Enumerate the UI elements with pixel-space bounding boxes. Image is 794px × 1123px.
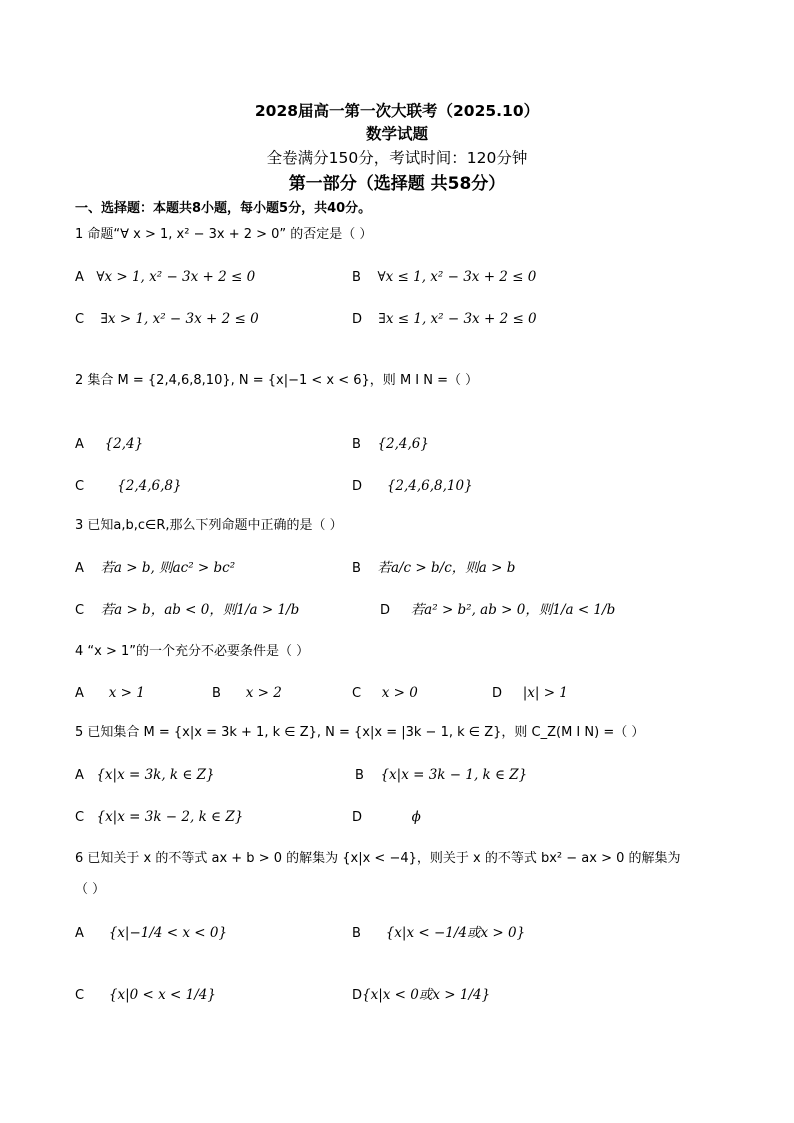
q4-option-c [352, 684, 418, 703]
q4-option-a-text: x > 1 [108, 685, 145, 701]
q4-option-d-text: |x| > 1 [522, 685, 568, 701]
option-label: A [75, 768, 84, 783]
q3-option-a [75, 559, 235, 578]
option-label: A [75, 561, 84, 576]
q6-option-b [352, 924, 525, 943]
q3-option-c-text: 若a > b，ab < 0，则1/a > 1/b [100, 602, 300, 618]
q5-option-d-text: ϕ [411, 809, 421, 825]
question-3-stem: 3 已知a,b,c∈R,那么下列命题中正确的是（ ） [75, 518, 343, 533]
q3-option-b [352, 559, 515, 578]
exam-subject: 数学试题 [365, 125, 428, 143]
exam-info: 全卷满分150分，考试时间：120分钟 [266, 149, 528, 167]
q2-option-c-text: {2,4,6,8} [117, 478, 182, 494]
option-label: B [355, 768, 364, 783]
option-label: D [352, 479, 363, 494]
q6-option-c [75, 986, 216, 1005]
q2-option-b-text: {2,4,6} [377, 436, 429, 452]
question-4-stem: 4 “x > 1”的一个充分不必要条件是（ ） [75, 644, 310, 659]
q2-option-a [75, 435, 143, 454]
q1-option-a [75, 268, 255, 287]
question-2-stem: 2 集合 M = {2,4,6,8,10}, N = {x|−1 < x < 6}，则 M I N =（ ） [75, 373, 479, 388]
q3-option-d-text: 若a² > b², ab > 0，则1/a < 1/b [410, 602, 616, 618]
option-label: A [75, 437, 84, 452]
option-label: C [352, 686, 362, 701]
q4-option-a [75, 684, 145, 703]
q6-option-b-text: {x|x < −1/4或x > 0} [385, 925, 526, 941]
q1-option-d [352, 310, 537, 329]
q4-option-b-text: x > 2 [245, 685, 282, 701]
q1-option-a-text: ∀x > 1, x² − 3x + 2 ≤ 0 [96, 269, 256, 285]
option-label: A [75, 686, 84, 701]
q2-option-d [352, 477, 473, 496]
option-label: C [75, 810, 85, 825]
section-heading: 一、选择题：本题共8小题，每小题5分，共40分。 [75, 201, 372, 216]
option-label: C [75, 479, 85, 494]
option-label: A [75, 270, 84, 285]
q1-option-b-text: ∀x ≤ 1, x² − 3x + 2 ≤ 0 [377, 269, 537, 285]
q1-option-c-text: ∃x > 1, x² − 3x + 2 ≤ 0 [100, 311, 259, 327]
option-label: D [380, 603, 391, 618]
q2-option-c [75, 477, 182, 496]
question-1-stem: 1 命题“∀ x > 1, x² − 3x + 2 > 0” 的否定是（ ） [75, 227, 373, 242]
q6-option-a [75, 924, 227, 943]
exam-title: 2028届高一第一次大联考（2025.10） [254, 102, 540, 120]
q4-option-b [212, 684, 282, 703]
q2-option-a-text: {2,4} [104, 436, 144, 452]
q2-option-b [352, 435, 429, 454]
option-label: A [75, 926, 84, 941]
option-label: B [352, 561, 361, 576]
q6-option-d-text: {x|x < 0或x > 1/4} [362, 987, 491, 1003]
q5-option-a [75, 766, 215, 785]
option-label: C [75, 312, 85, 327]
option-label: B [352, 270, 361, 285]
question-6-stem: 6 已知关于 x 的不等式 ax + b > 0 的解集为 {x|x < −4}，则关于 x 的不等式 bx² − ax > 0 的解集为 [75, 851, 681, 866]
q6-option-d [352, 986, 490, 1005]
q5-option-b [355, 766, 527, 785]
option-label: B [212, 686, 221, 701]
q1-option-b [352, 268, 536, 287]
option-label: D [352, 312, 363, 327]
q1-option-d-text: ∃x ≤ 1, x² − 3x + 2 ≤ 0 [378, 311, 537, 327]
option-label: D [352, 810, 363, 825]
option-label: C [75, 988, 85, 1003]
option-label: B [352, 926, 361, 941]
q3-option-b-text: 若a/c > b/c，则a > b [377, 560, 516, 576]
q6-option-c-text: {x|0 < x < 1/4} [108, 987, 216, 1003]
option-label: B [352, 437, 361, 452]
question-5-stem: 5 已知集合 M = {x|x = 3k + 1, k ∈ Z}, N = {x|x = |3k − 1, k ∈ Z}，则 C_Z(M I N) =（ ） [75, 725, 645, 740]
q3-option-c [75, 601, 299, 620]
q6-option-a-text: {x|−1/4 < x < 0} [108, 925, 228, 941]
q4-option-c-text: x > 0 [381, 685, 418, 701]
q5-option-d [352, 808, 421, 827]
q3-option-d [380, 601, 615, 620]
q5-option-a-text: {x|x = 3k, k ∈ Z} [96, 767, 215, 783]
q1-option-c [75, 310, 259, 329]
option-label: D [352, 988, 363, 1003]
option-label: C [75, 603, 85, 618]
question-6-stem-cont: （ ） [75, 882, 106, 897]
part-heading: 第一部分（选择题 共58分） [288, 174, 506, 194]
q3-option-a-text: 若a > b, 则ac² > bc² [100, 560, 236, 576]
q5-option-c [75, 808, 243, 827]
q4-option-d [492, 684, 568, 703]
q5-option-c-text: {x|x = 3k − 2, k ∈ Z} [96, 809, 244, 825]
q2-option-d-text: {2,4,6,8,10} [386, 478, 473, 494]
q5-option-b-text: {x|x = 3k − 1, k ∈ Z} [380, 767, 528, 783]
option-label: D [492, 686, 503, 701]
